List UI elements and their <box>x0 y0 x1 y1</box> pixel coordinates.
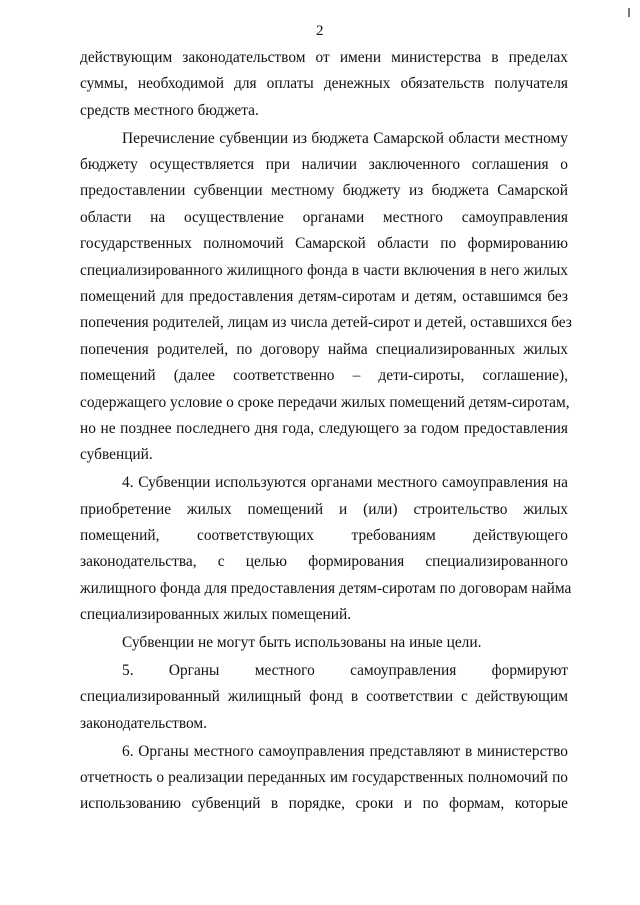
text-line: 5. Органы местного самоуправления формируют <box>122 661 568 679</box>
text-line: специализированных жилых помещений. <box>80 606 352 624</box>
text-line: бюджету осуществляется при наличии заключенного соглашения о <box>80 156 568 174</box>
text-line: помещений для предоставления детям-сиротам и детям, оставшимся без <box>80 288 568 306</box>
text-line: действующим законодательством от имени министерства в пределах <box>80 49 568 66</box>
text-line: суммы, необходимой для оплаты денежных обязательств получателя <box>80 75 568 93</box>
text-line: законодательства, с целью формирования специализированного <box>80 553 568 571</box>
page-number: 2 <box>316 23 324 39</box>
text-line: 6. Органы местного самоуправления представляют в министерство <box>122 742 568 760</box>
text-line: 4. Субвенции используются органами местного самоуправления на <box>122 474 568 492</box>
text-line: государственных полномочий Самарской области по формированию <box>80 235 568 253</box>
paragraph-continuation <box>80 45 568 124</box>
paragraph-subvention-transfer <box>80 126 572 469</box>
text-line: специализированного жилищного фонда в части включения в него жилых <box>80 261 568 279</box>
text-line: помещений (далее соответственно – дети-сироты, соглашение), <box>80 367 568 385</box>
text-line: приобретение жилых помещений и (или) строительство жилых <box>80 500 568 518</box>
paragraph-item-4 <box>80 470 572 628</box>
text-line: законодательством. <box>80 714 208 732</box>
text-line: Субвенции не могут быть использованы на иные цели. <box>122 634 482 652</box>
text-line: помещений, соответствующих требованиям действующего <box>80 527 568 545</box>
text-line: предоставлении субвенции местному бюджету из бюджета Самарской <box>80 182 568 200</box>
text-line: попечения родителей, по договору найма специализированных жилых <box>80 340 568 358</box>
scan-edge-mark <box>628 8 630 17</box>
text-line: жилищного фонда для предоставления детям-сиротам по договорам найма <box>80 579 572 597</box>
text-line: Перечисление субвенции из бюджета Самарской области местному <box>122 129 568 147</box>
paragraph-item-5 <box>80 658 568 737</box>
text-line: использованию субвенций в порядке, сроки и по формам, которые <box>80 795 568 813</box>
text-line: специализированный жилищный фонд в соответствии с действующим <box>80 688 568 706</box>
text-line: субвенций. <box>80 446 153 464</box>
text-line: средств местного бюджета. <box>80 101 259 119</box>
text-line: попечения родителей, лицам из числа детей-сирот и детей, оставшихся без <box>80 314 572 332</box>
text-line: содержащего условие о сроке передачи жилых помещений детям-сиротам, <box>80 393 570 411</box>
text-line: но не позднее последнего дня года, следующего за годом предоставления <box>80 419 568 437</box>
text-line: отчетность о реализации переданных им государственных полномочий по <box>80 769 568 787</box>
paragraph-restriction <box>80 630 568 656</box>
paragraph-item-6 <box>80 739 568 818</box>
text-line: области на осуществление органами местного самоуправления <box>80 208 568 226</box>
document-body <box>80 45 572 818</box>
